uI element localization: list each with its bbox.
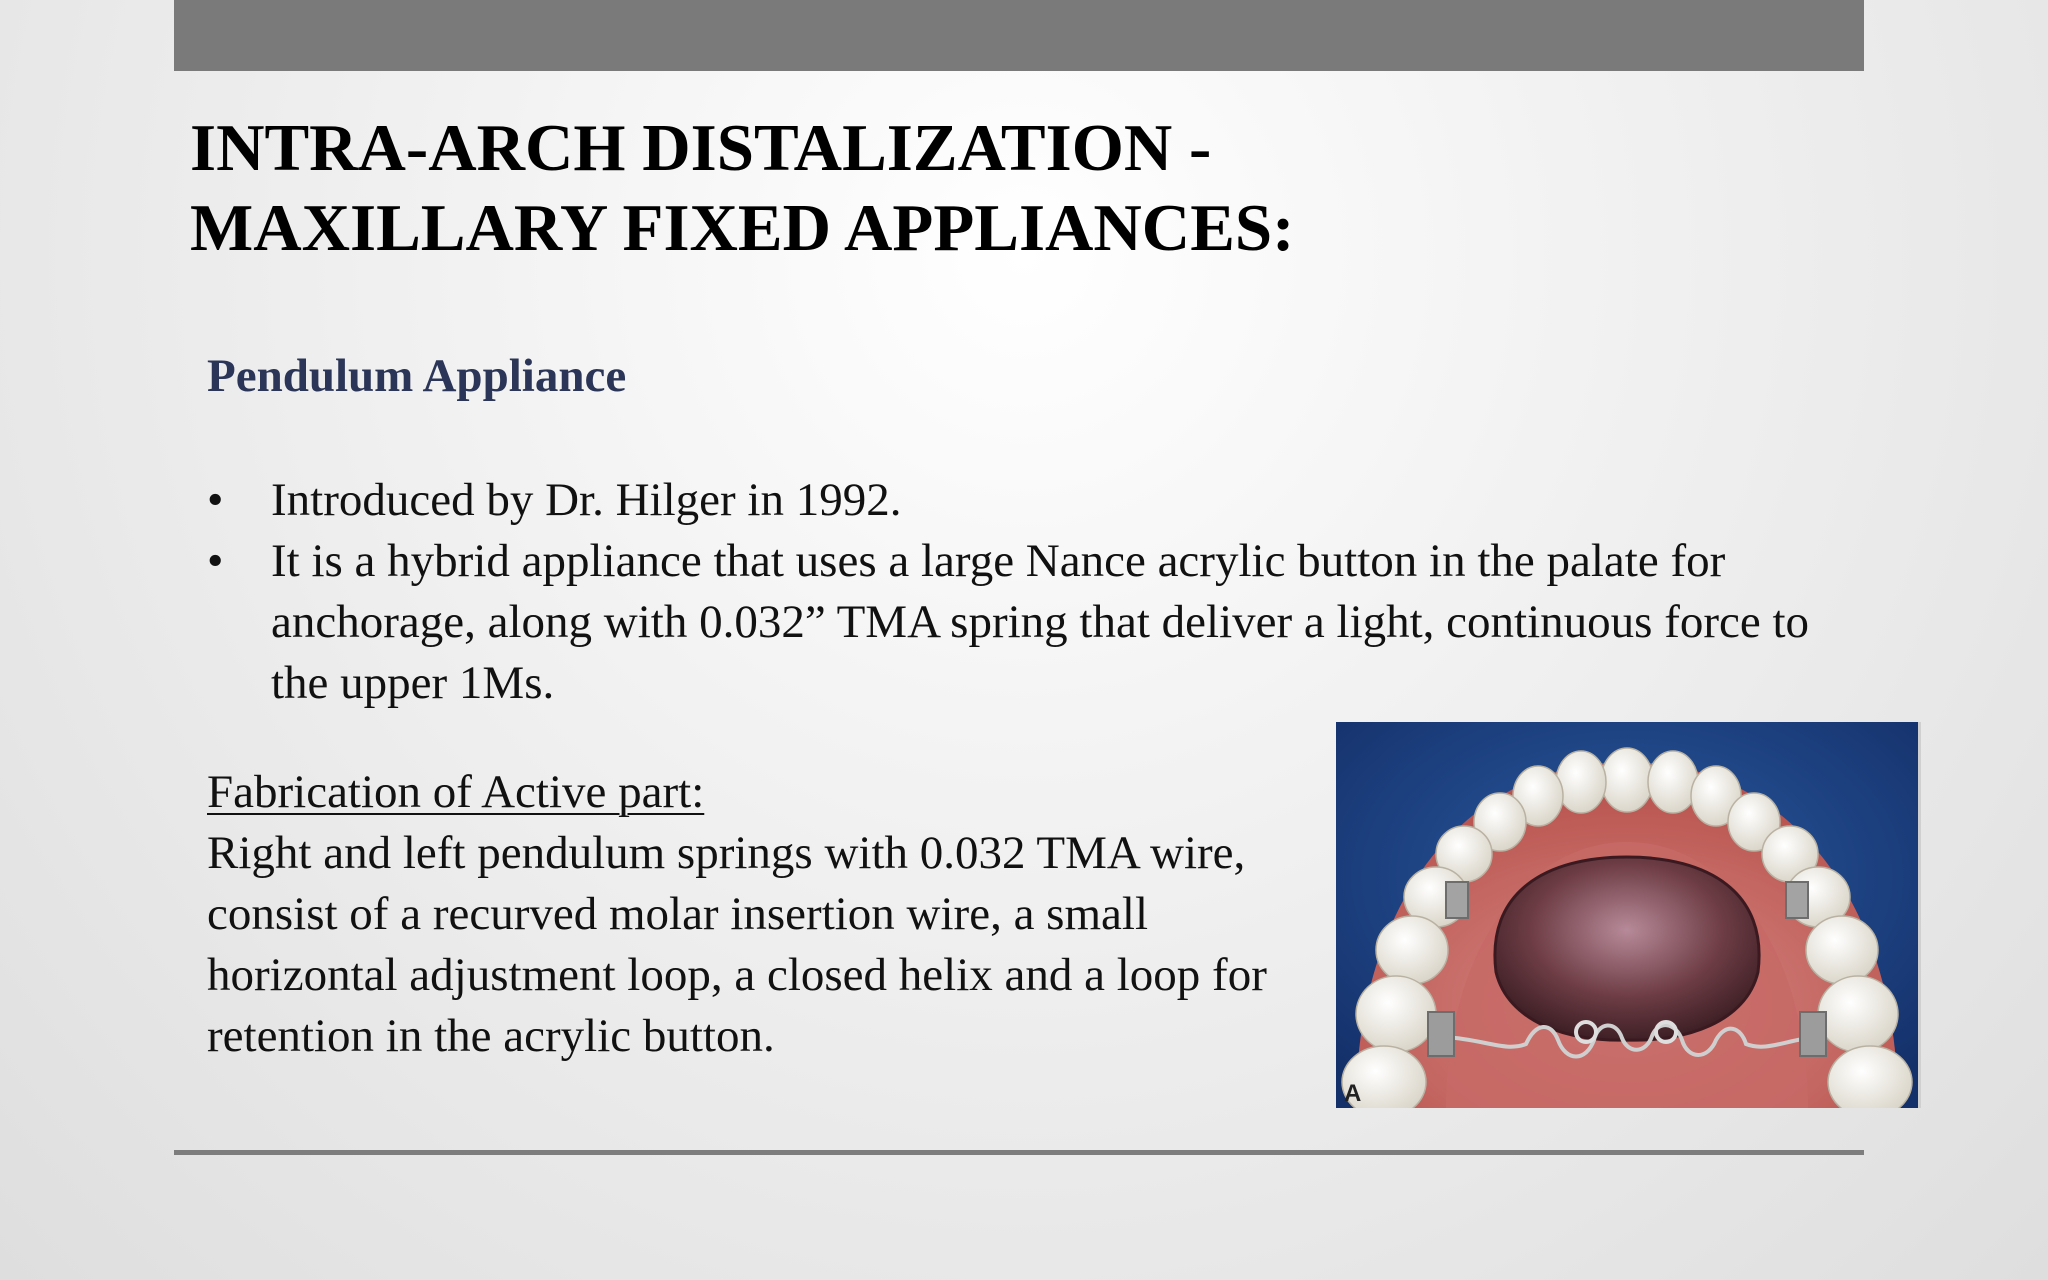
bullet-text: It is a hybrid appliance that uses a large Nance acrylic button in the palate for anchorage, along with 0.032” TMA spring that deliver a light, continuous force to the upper 1Ms. bbox=[271, 535, 1810, 709]
bullet-icon: • bbox=[207, 535, 224, 587]
section-subtitle: Pendulum Appliance bbox=[207, 350, 627, 402]
fabrication-heading: Fabrication of Active part: bbox=[207, 766, 705, 818]
top-bar bbox=[174, 0, 1864, 71]
fabrication-block bbox=[207, 762, 1307, 1067]
slide-title-line-1: INTRA-ARCH DISTALIZATION - bbox=[190, 111, 1212, 185]
bullet-item bbox=[207, 470, 1867, 531]
slide-title bbox=[190, 108, 1790, 268]
bullet-icon: • bbox=[207, 474, 224, 526]
figure-label: A bbox=[1344, 1080, 1362, 1107]
bullet-list bbox=[207, 470, 1867, 714]
fabrication-body: Right and left pendulum springs with 0.032 TMA wire, consist of a recurved molar insertion wire, a small horizontal adjustment loop, a closed helix and a loop for retention in the acrylic button. bbox=[207, 827, 1267, 1062]
bullet-item bbox=[207, 531, 1867, 714]
bottom-divider bbox=[174, 1150, 1864, 1155]
bullet-text: Introduced by Dr. Hilger in 1992. bbox=[271, 474, 902, 526]
dental-cast-photo-icon bbox=[1336, 722, 1918, 1108]
pendulum-appliance-photo bbox=[1336, 722, 1921, 1108]
slide-title-line-2: MAXILLARY FIXED APPLIANCES: bbox=[190, 191, 1295, 265]
